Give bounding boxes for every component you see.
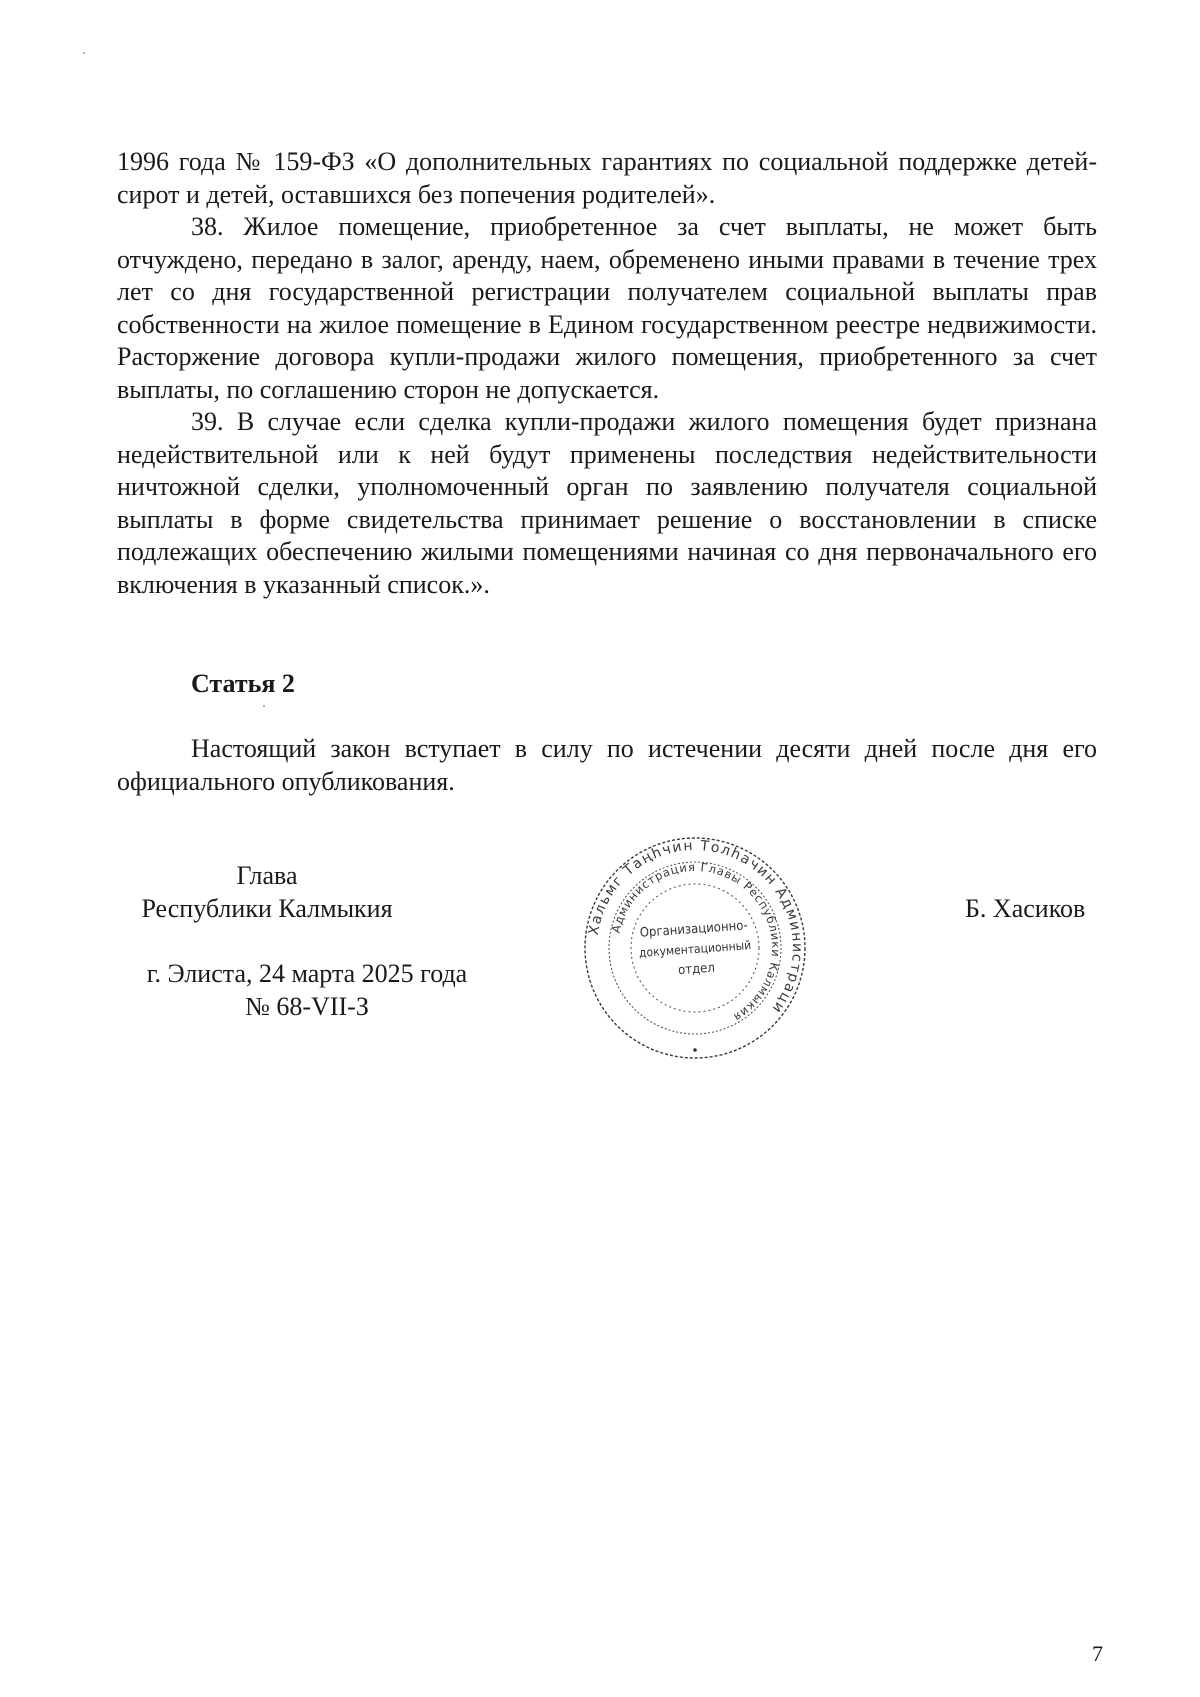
article-text: Настоящий закон вступает в силу по истечении десяти дней после дня его официального опубликования. (117, 734, 1097, 796)
paragraph-continuation: 1996 года № 159-ФЗ «О дополнительных гарантиях по социальной поддержке детей-сирот и детей, оставшихся без попечения родителей». (117, 147, 1097, 209)
signatory-name: Б. Хасиков (965, 894, 1086, 923)
scan-speck (83, 52, 85, 54)
signatory-title-line: Глава (236, 861, 298, 890)
article-body (117, 733, 1097, 798)
article-heading: Статья 2 (191, 669, 295, 698)
stamp-dot (693, 1048, 697, 1052)
signatory-title-line: Республики Калмыкия (141, 893, 393, 923)
signatory-title (117, 860, 417, 925)
stamp-center-line: Организационно- (639, 918, 749, 941)
document-body (117, 146, 1097, 601)
paragraph-38: 38. Жилое помещение, приобретенное за счет выплаты, не может быть отчуждено, передано в залог, аренду, наем, обременено иными правами в течение трех лет со дня государственной регистрации получателем социальной выплаты прав собственности на жилое помещение в Едином государственном реестре недвижимости. Расторжение договора купли-продажи жилого помещения, приобретенного за счет выплаты, по соглашению сторон не допускается. (117, 212, 1097, 404)
paragraph-39: 39. В случае если сделка купли-продажи жилого помещения будет признана недействительной или к ней будут применены последствия недействительности ничтожной сделки, уполномоченный орган по заявлению получателя социальной выплаты в форме свидетельства принимает решение о восстановлении в списке подлежащих обеспечению жилыми помещениями начиная со дня первоначального его включения в указанный список.». (117, 407, 1097, 599)
stamp-outer-text: Хальмг Таңһчин Толһачин Администраци (585, 837, 806, 1017)
stamp-center-line: отдел (677, 960, 716, 979)
page-number: 7 (1092, 1641, 1103, 1666)
place-date-block (117, 958, 497, 1023)
stamp-middle-text: Администрация Главы Республики Калмыкия (608, 859, 784, 1025)
scan-speck (263, 705, 265, 707)
official-stamp (582, 835, 808, 1061)
stamp-center-line: документационный (638, 938, 752, 960)
place-date: г. Элиста, 24 марта 2025 года (146, 959, 468, 988)
law-number: № 68-VII-З (245, 991, 369, 1021)
